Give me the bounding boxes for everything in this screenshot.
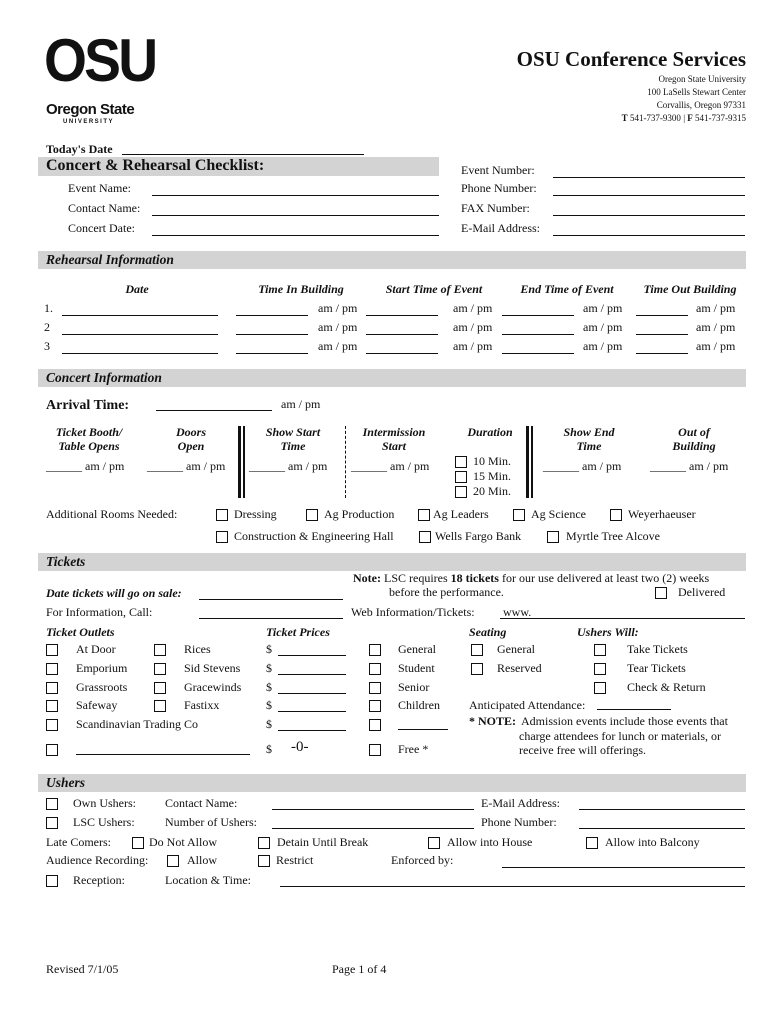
concert-date-label: Concert Date: bbox=[68, 221, 135, 235]
room-wells-fargo-label: Wells Fargo Bank bbox=[435, 529, 522, 543]
price-other-checkbox[interactable] bbox=[369, 719, 381, 731]
outlet-safeway-checkbox[interactable] bbox=[46, 700, 58, 712]
sale-date-field[interactable] bbox=[199, 599, 343, 600]
rehearsal-date-field[interactable] bbox=[62, 334, 218, 335]
col-intermission bbox=[352, 425, 436, 453]
outlet-emporium-label: Emporium bbox=[76, 661, 128, 675]
tickets-note bbox=[353, 571, 709, 586]
phone-number-field[interactable] bbox=[553, 195, 745, 196]
arrival-ampm: am / pm bbox=[281, 397, 321, 411]
ticket-booth-time[interactable]: ______ am / pm bbox=[46, 459, 125, 473]
note-label: Note: bbox=[353, 571, 381, 585]
room-wells-fargo-checkbox[interactable] bbox=[419, 531, 431, 543]
col-show-end-line2: Time bbox=[576, 439, 602, 453]
contact-name-label: Contact Name: bbox=[68, 201, 141, 215]
late-house-checkbox[interactable] bbox=[428, 837, 440, 849]
logo-university: UNIVERSITY bbox=[63, 119, 115, 125]
fax-number-label: FAX Number: bbox=[461, 201, 530, 215]
lsc-ushers-label: LSC Ushers: bbox=[73, 815, 135, 829]
note2-label: * NOTE: bbox=[469, 714, 517, 728]
ushers-tear-checkbox[interactable] bbox=[594, 663, 606, 675]
start-time-ampm: am / pm bbox=[453, 339, 493, 353]
location-time-field[interactable] bbox=[280, 886, 745, 887]
location-time-label: Location & Time: bbox=[165, 873, 252, 887]
late-comers-label: Late Comers: bbox=[46, 835, 111, 849]
price-field[interactable] bbox=[278, 711, 346, 712]
note2-line-3: receive free will offerings. bbox=[519, 743, 647, 757]
outlet-other-checkbox[interactable] bbox=[46, 744, 58, 756]
col-doors-line1: Doors bbox=[175, 425, 206, 439]
phone-sep: | bbox=[683, 113, 685, 123]
late-balcony-checkbox[interactable] bbox=[586, 837, 598, 849]
time-in-ampm: am / pm bbox=[318, 339, 358, 353]
outlet-fastixx-label: Fastixx bbox=[184, 698, 220, 712]
outlet-rices-label: Rices bbox=[184, 642, 211, 656]
seating-general-label: General bbox=[497, 642, 535, 656]
price-senior-label: Senior bbox=[398, 680, 430, 694]
col-show-end bbox=[548, 425, 630, 453]
phone-label: T bbox=[621, 113, 628, 123]
revised-date: Revised 7/1/05 bbox=[46, 962, 119, 976]
recording-restrict-label: Restrict bbox=[276, 853, 314, 867]
late-house-label: Allow into House bbox=[447, 835, 533, 849]
room-weyerhaeuser-label: Weyerhaeuser bbox=[628, 507, 696, 521]
audience-recording-label: Audience Recording: bbox=[46, 853, 149, 867]
note2-line-1: Admission events include those events that bbox=[521, 714, 728, 728]
rehearsal-header-date: Date bbox=[125, 282, 149, 296]
todays-date-label: Today's Date bbox=[46, 142, 113, 156]
room-construction-checkbox[interactable] bbox=[216, 531, 228, 543]
web-info-field[interactable] bbox=[500, 618, 745, 619]
duration-20-checkbox[interactable] bbox=[455, 486, 467, 498]
ushers-take-label: Take Tickets bbox=[627, 642, 688, 656]
attendance-field[interactable] bbox=[597, 709, 671, 710]
time-in-field[interactable] bbox=[236, 334, 308, 335]
price-general-label: General bbox=[398, 642, 436, 656]
row-number: 2 bbox=[44, 320, 50, 334]
ushers-check-checkbox[interactable] bbox=[594, 682, 606, 694]
sale-date-label: Date tickets will go on sale: bbox=[46, 586, 182, 600]
time-in-ampm: am / pm bbox=[318, 320, 358, 334]
col-show-start-line2: Time bbox=[280, 439, 306, 453]
ushers-bar bbox=[38, 774, 746, 792]
outlet-scandinavian-label: Scandinavian Trading Co bbox=[76, 717, 198, 731]
outlet-gracewinds-label: Gracewinds bbox=[184, 680, 242, 694]
col-show-end-line1: Show End bbox=[563, 425, 615, 439]
price-field[interactable] bbox=[278, 693, 346, 694]
time-out-ampm: am / pm bbox=[696, 339, 736, 353]
col-show-start bbox=[252, 425, 334, 453]
price-children-label: Children bbox=[398, 698, 440, 712]
tickets-title: Tickets bbox=[46, 554, 86, 569]
tickets-bar bbox=[38, 553, 746, 571]
col-intermission-line1: Intermission bbox=[362, 425, 426, 439]
seating-general-checkbox[interactable] bbox=[471, 644, 483, 656]
price-dollar: $ bbox=[266, 698, 272, 712]
time-out-field[interactable] bbox=[636, 353, 688, 354]
note-text-b: 18 tickets bbox=[450, 571, 499, 585]
room-dressing-label: Dressing bbox=[234, 507, 277, 521]
additional-rooms-label: Additional Rooms Needed: bbox=[46, 507, 178, 521]
address-line-1: Oregon State University bbox=[658, 74, 746, 84]
outlet-at-door-label: At Door bbox=[76, 642, 116, 656]
recording-allow-label: Allow bbox=[187, 853, 217, 867]
enforced-by-label: Enforced by: bbox=[391, 853, 454, 867]
ushers-take-checkbox[interactable] bbox=[594, 644, 606, 656]
out-of-building-time[interactable]: ______ am / pm bbox=[650, 459, 729, 473]
room-construction-label: Construction & Engineering Hall bbox=[234, 529, 394, 543]
col-ticket-booth-line1: Ticket Booth/ bbox=[55, 425, 123, 439]
room-weyerhaeuser-checkbox[interactable] bbox=[610, 509, 622, 521]
room-ag-production-label: Ag Production bbox=[324, 507, 395, 521]
enforced-by-field[interactable] bbox=[502, 867, 745, 868]
duration-20-label: 20 Min. bbox=[473, 484, 512, 498]
price-free-label: Free * bbox=[398, 742, 429, 756]
phone-number: 541-737-9300 bbox=[629, 113, 681, 123]
divider-line bbox=[243, 426, 245, 498]
email-address-label: E-Mail Address: bbox=[461, 221, 540, 235]
rehearsal-date-field[interactable] bbox=[62, 315, 218, 316]
reception-checkbox[interactable] bbox=[46, 875, 58, 887]
note2-line-2: charge attendees for lunch or materials, or bbox=[519, 729, 722, 743]
event-number-label: Event Number: bbox=[461, 163, 535, 177]
doors-open-time[interactable]: ______ am / pm bbox=[147, 459, 226, 473]
seating-reserved-checkbox[interactable] bbox=[471, 663, 483, 675]
concert-date-field[interactable] bbox=[152, 235, 439, 236]
time-in-field[interactable] bbox=[236, 315, 308, 316]
col-show-start-line1: Show Start bbox=[265, 425, 321, 439]
web-info-label: Web Information/Tickets: bbox=[351, 605, 475, 619]
outlet-fastixx-checkbox[interactable] bbox=[154, 700, 166, 712]
intermission-time[interactable]: ______ am / pm bbox=[351, 459, 430, 473]
price-free-value: -0- bbox=[291, 739, 309, 755]
late-do-not-allow-label: Do Not Allow bbox=[149, 835, 218, 849]
recording-allow-checkbox[interactable] bbox=[167, 855, 179, 867]
late-detain-checkbox[interactable] bbox=[258, 837, 270, 849]
col-out-line1: Out of bbox=[678, 425, 710, 439]
contact-name-field[interactable] bbox=[152, 215, 439, 216]
late-do-not-allow-checkbox[interactable] bbox=[132, 837, 144, 849]
seating-title: Seating bbox=[469, 625, 507, 639]
end-time-field[interactable] bbox=[502, 353, 574, 354]
usher-phone-field[interactable] bbox=[579, 828, 745, 829]
room-ag-science-label: Ag Science bbox=[531, 507, 586, 521]
col-ticket-booth-line2: Table Opens bbox=[58, 439, 120, 453]
reception-label: Reception: bbox=[73, 873, 125, 887]
row-number: 3 bbox=[44, 339, 50, 353]
ushers-title: Ushers bbox=[46, 775, 86, 790]
col-doors-line2: Open bbox=[177, 439, 205, 453]
checklist-title: Concert & Rehearsal Checklist: bbox=[46, 157, 265, 174]
start-time-ampm: am / pm bbox=[453, 301, 493, 315]
col-ticket-booth bbox=[44, 425, 134, 453]
price-dollar: $ bbox=[266, 642, 272, 656]
logo-sub: Oregon State bbox=[46, 101, 135, 118]
usher-phone-label: Phone Number: bbox=[481, 815, 557, 829]
seating-reserved-label: Reserved bbox=[497, 661, 542, 675]
concert-title: Concert Information bbox=[46, 370, 162, 385]
room-myrtle-tree-checkbox[interactable] bbox=[547, 531, 559, 543]
attendance-label: Anticipated Attendance: bbox=[469, 698, 586, 712]
end-time-field[interactable] bbox=[502, 334, 574, 335]
price-children-checkbox[interactable] bbox=[369, 700, 381, 712]
room-myrtle-tree-label: Myrtle Tree Alcove bbox=[566, 529, 660, 543]
email-address-field[interactable] bbox=[553, 235, 745, 236]
outlet-grassroots-checkbox[interactable] bbox=[46, 682, 58, 694]
info-call-label: For Information, Call: bbox=[46, 605, 153, 619]
room-ag-production-checkbox[interactable] bbox=[306, 509, 318, 521]
price-dollar: $ bbox=[266, 742, 272, 756]
fax-number: 541-737-9315 bbox=[695, 113, 746, 123]
checklist-bar bbox=[38, 157, 439, 176]
late-detain-label: Detain Until Break bbox=[277, 835, 369, 849]
arrival-time-label: Arrival Time: bbox=[46, 398, 130, 413]
show-end-time[interactable]: ______ am / pm bbox=[543, 459, 622, 473]
rehearsal-header-time-in: Time In Building bbox=[258, 282, 344, 296]
outlet-sid-stevens-label: Sid Stevens bbox=[184, 661, 241, 675]
note-text-a: LSC requires bbox=[383, 571, 448, 585]
col-out-of-building bbox=[654, 425, 734, 453]
col-out-line2: Building bbox=[672, 439, 716, 453]
usher-number-label: Number of Ushers: bbox=[165, 815, 257, 829]
price-dollar: $ bbox=[266, 661, 272, 675]
event-name-field[interactable] bbox=[152, 195, 439, 196]
room-dressing-checkbox[interactable] bbox=[216, 509, 228, 521]
rehearsal-header-time-out: Time Out Building bbox=[643, 282, 737, 296]
outlet-safeway-label: Safeway bbox=[76, 698, 118, 712]
time-out-field[interactable] bbox=[636, 315, 688, 316]
room-ag-leaders-label: Ag Leaders bbox=[433, 507, 489, 521]
todays-date-field[interactable] bbox=[122, 154, 364, 155]
divider-line bbox=[531, 426, 533, 498]
rehearsal-title: Rehearsal Information bbox=[46, 252, 174, 267]
recording-restrict-checkbox[interactable] bbox=[258, 855, 270, 867]
ushers-tear-label: Tear Tickets bbox=[627, 661, 686, 675]
outlet-sid-stevens-checkbox[interactable] bbox=[154, 663, 166, 675]
fax-label: F bbox=[687, 113, 693, 123]
start-time-ampm: am / pm bbox=[453, 320, 493, 334]
outlet-gracewinds-checkbox[interactable] bbox=[154, 682, 166, 694]
phone-number-label: Phone Number: bbox=[461, 181, 537, 195]
contact-phones bbox=[622, 113, 746, 123]
end-time-ampm: am / pm bbox=[583, 301, 623, 315]
col-duration-line1: Duration bbox=[467, 425, 513, 439]
duration-10-checkbox[interactable] bbox=[455, 456, 467, 468]
room-ag-science-checkbox[interactable] bbox=[513, 509, 525, 521]
usher-number-field[interactable] bbox=[272, 828, 474, 829]
note-text-c: for our use delivered at least two (2) weeks bbox=[501, 571, 710, 585]
duration-10-label: 10 Min. bbox=[473, 454, 512, 468]
price-field[interactable] bbox=[278, 655, 346, 656]
outlet-scandinavian-checkbox[interactable] bbox=[46, 719, 58, 731]
page-number: Page 1 of 4 bbox=[332, 962, 387, 976]
divider-line-dashed bbox=[345, 426, 346, 498]
rehearsal-header-start: Start Time of Event bbox=[385, 282, 483, 296]
outlet-at-door-checkbox[interactable] bbox=[46, 644, 58, 656]
price-dollar: $ bbox=[266, 680, 272, 694]
price-dollar: $ bbox=[266, 717, 272, 731]
usher-email-field[interactable] bbox=[579, 809, 745, 810]
address-line-3: Corvallis, Oregon 97331 bbox=[656, 100, 746, 110]
ticket-outlets-title: Ticket Outlets bbox=[46, 625, 115, 639]
usher-email-label: E-Mail Address: bbox=[481, 796, 560, 810]
end-time-field[interactable] bbox=[502, 315, 574, 316]
end-time-ampm: am / pm bbox=[583, 320, 623, 334]
event-name-label: Event Name: bbox=[68, 181, 131, 195]
own-ushers-label: Own Ushers: bbox=[73, 796, 136, 810]
duration-15-checkbox[interactable] bbox=[455, 471, 467, 483]
price-other-field[interactable] bbox=[398, 729, 448, 730]
usher-contact-label: Contact Name: bbox=[165, 796, 238, 810]
concert-bar bbox=[38, 369, 746, 387]
outlet-other-field[interactable] bbox=[76, 754, 250, 755]
fax-number-field[interactable] bbox=[553, 215, 745, 216]
arrival-time-field[interactable] bbox=[156, 410, 272, 411]
time-in-ampm: am / pm bbox=[318, 301, 358, 315]
outlet-emporium-checkbox[interactable] bbox=[46, 663, 58, 675]
rehearsal-date-field[interactable] bbox=[62, 353, 218, 354]
time-out-ampm: am / pm bbox=[696, 301, 736, 315]
ticket-prices-title: Ticket Prices bbox=[266, 625, 330, 639]
end-time-ampm: am / pm bbox=[583, 339, 623, 353]
start-time-field[interactable] bbox=[366, 334, 438, 335]
lsc-ushers-checkbox[interactable] bbox=[46, 817, 58, 829]
address-line-2: 100 LaSells Stewart Center bbox=[647, 87, 746, 97]
start-time-field[interactable] bbox=[366, 353, 438, 354]
room-ag-leaders-checkbox[interactable] bbox=[418, 509, 430, 521]
divider-line bbox=[238, 426, 241, 498]
delivered-checkbox[interactable] bbox=[655, 587, 667, 599]
col-doors-open bbox=[160, 425, 222, 453]
time-in-field[interactable] bbox=[236, 353, 308, 354]
ushers-will-title: Ushers Will: bbox=[577, 625, 639, 639]
price-field[interactable] bbox=[278, 674, 346, 675]
show-start-time[interactable]: ______ am / pm bbox=[249, 459, 328, 473]
row-number: 1. bbox=[44, 301, 53, 315]
rehearsal-header-end: End Time of Event bbox=[520, 282, 614, 296]
web-info-value: www. bbox=[503, 605, 532, 619]
duration-15-label: 15 Min. bbox=[473, 469, 512, 483]
note-text-d: before the performance. bbox=[389, 585, 504, 599]
col-intermission-line2: Start bbox=[381, 439, 406, 453]
start-time-field[interactable] bbox=[366, 315, 438, 316]
time-out-field[interactable] bbox=[636, 334, 688, 335]
logo-main: OSU bbox=[44, 27, 156, 94]
own-ushers-checkbox[interactable] bbox=[46, 798, 58, 810]
late-balcony-label: Allow into Balcony bbox=[605, 835, 700, 849]
rehearsal-bar bbox=[38, 251, 746, 269]
price-student-label: Student bbox=[398, 661, 435, 675]
price-field[interactable] bbox=[278, 730, 346, 731]
info-call-field[interactable] bbox=[199, 618, 343, 619]
outlet-rices-checkbox[interactable] bbox=[154, 644, 166, 656]
event-number-field[interactable] bbox=[553, 177, 745, 178]
price-senior-checkbox[interactable] bbox=[369, 682, 381, 694]
time-out-ampm: am / pm bbox=[696, 320, 736, 334]
ushers-check-label: Check & Return bbox=[627, 680, 706, 694]
col-duration bbox=[452, 425, 528, 439]
page-title: OSU Conference Services bbox=[516, 47, 746, 71]
divider-line bbox=[526, 426, 529, 498]
delivered-label: Delivered bbox=[678, 585, 726, 599]
price-general-checkbox[interactable] bbox=[369, 644, 381, 656]
price-student-checkbox[interactable] bbox=[369, 663, 381, 675]
usher-contact-field[interactable] bbox=[272, 809, 474, 810]
price-free-checkbox[interactable] bbox=[369, 744, 381, 756]
outlet-grassroots-label: Grassroots bbox=[76, 680, 128, 694]
